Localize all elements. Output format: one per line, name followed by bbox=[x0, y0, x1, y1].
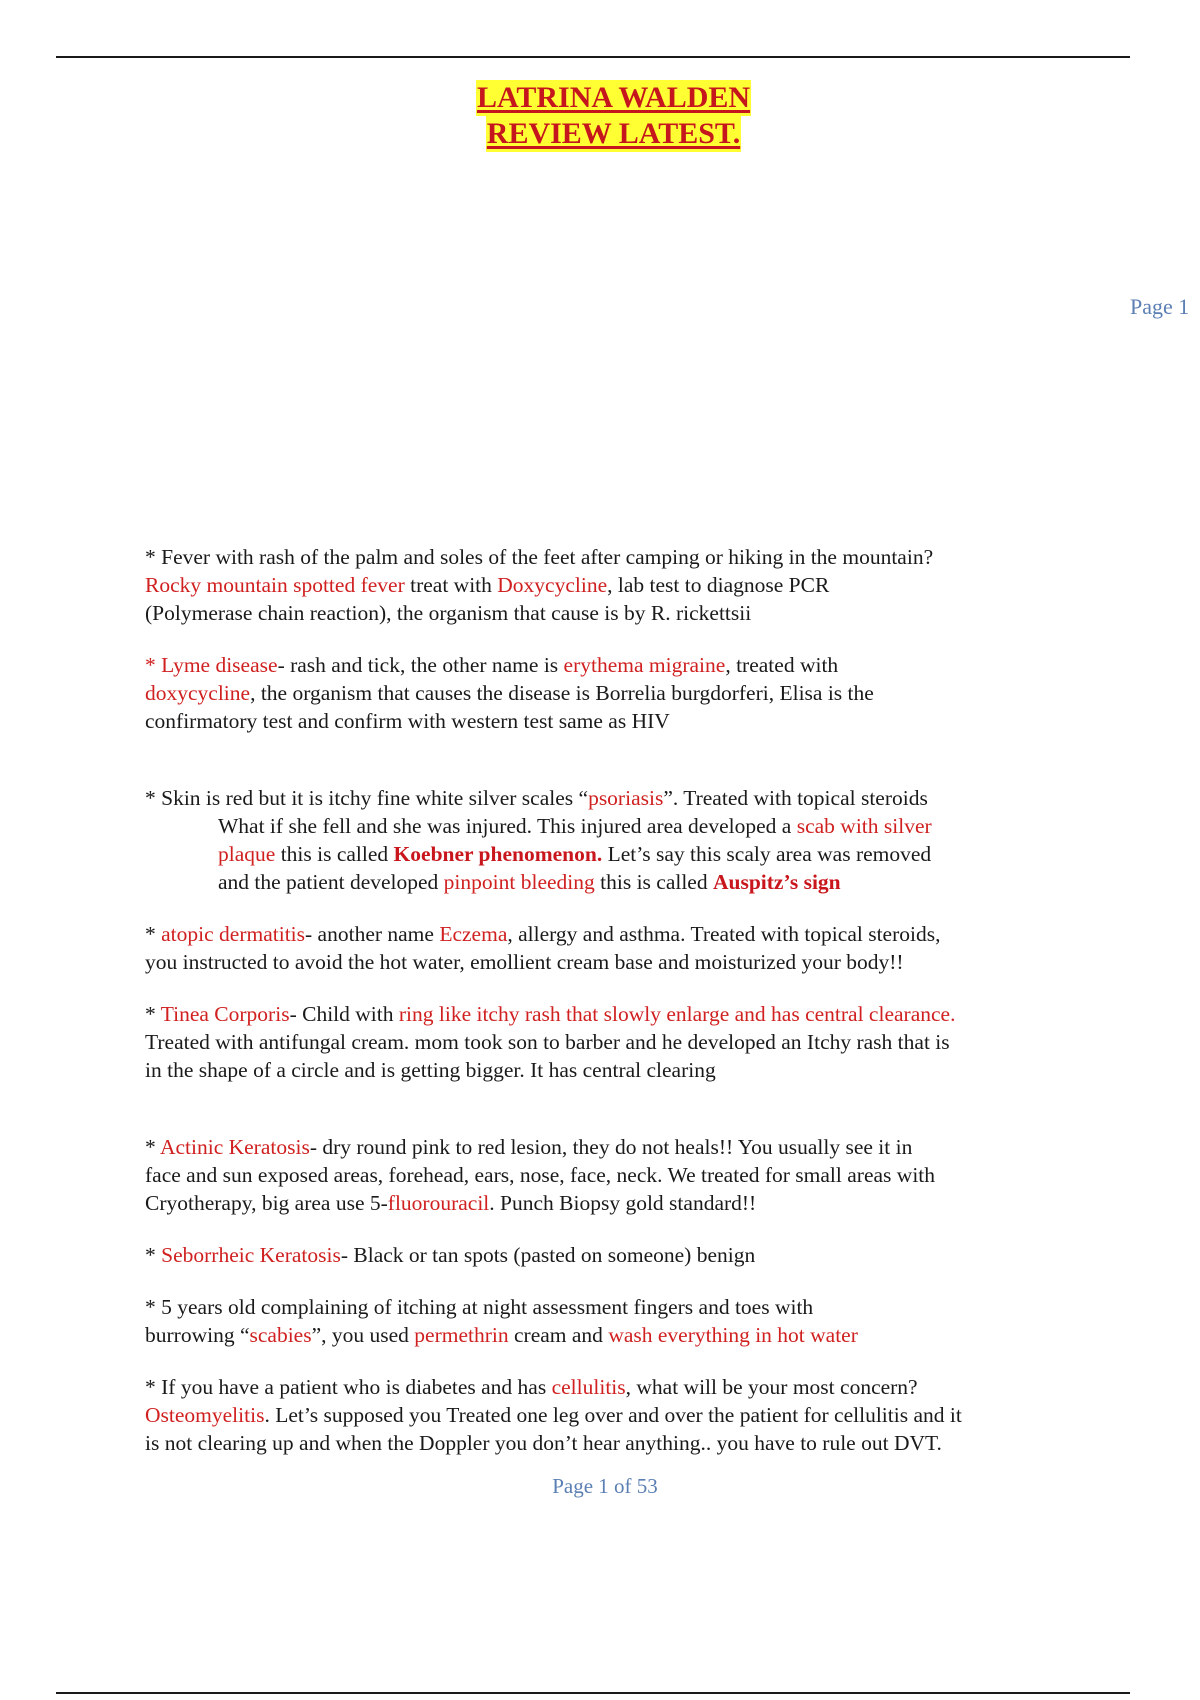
body-text: this is called bbox=[275, 842, 394, 866]
body-text: , what will be your most concern? bbox=[625, 1375, 918, 1399]
highlighted-term: erythema migraine bbox=[563, 653, 726, 677]
body-text: - dry round pink to red lesion, they do not heals!! You usually see it in bbox=[309, 1135, 913, 1159]
body-text: - another name bbox=[305, 922, 440, 946]
text-line bbox=[145, 1373, 1065, 1401]
highlighted-term: Tinea Corporis bbox=[160, 1002, 290, 1026]
text-line bbox=[145, 868, 1065, 896]
highlighted-term: fluorouracil bbox=[387, 1191, 490, 1215]
body-text: ”. Treated with topical steroids bbox=[663, 786, 928, 810]
body-text: treat with bbox=[404, 573, 498, 597]
text-line bbox=[145, 920, 1065, 948]
text-line bbox=[145, 1189, 1065, 1217]
document-body bbox=[145, 519, 1065, 1457]
highlighted-term: Seborrheic Keratosis bbox=[161, 1243, 341, 1267]
text-line bbox=[145, 812, 1065, 840]
body-text: . Punch Biopsy gold standard!! bbox=[489, 1191, 757, 1215]
highlighted-term: scabies bbox=[249, 1323, 312, 1347]
highlighted-term: Actinic Keratosis bbox=[159, 1135, 310, 1159]
margin-page-label: Page 1 bbox=[1130, 294, 1190, 319]
text-line bbox=[145, 599, 1065, 627]
text-line bbox=[145, 840, 1065, 868]
text-line bbox=[145, 1293, 1065, 1321]
body-text: burrowing “ bbox=[145, 1323, 250, 1347]
body-text: , treated with bbox=[725, 653, 839, 677]
text-line bbox=[145, 1133, 1065, 1161]
body-text: * 5 years old complaining of itching at night assessment fingers and toes with bbox=[145, 1295, 814, 1319]
title-line-2: REVIEW LATEST. bbox=[486, 117, 741, 150]
body-text: Let’s say this scaly area was removed bbox=[602, 842, 932, 866]
highlighted-term: Osteomyelitis bbox=[145, 1403, 265, 1427]
text-line bbox=[145, 1429, 1065, 1457]
text-line bbox=[145, 543, 1065, 571]
text-line bbox=[145, 1000, 1065, 1028]
document-title bbox=[0, 80, 1200, 152]
bullet-paragraph bbox=[145, 1000, 1065, 1084]
highlighted-term: wash everything in hot water bbox=[608, 1323, 858, 1347]
body-text: * bbox=[145, 1243, 162, 1267]
highlighted-term: scab with silver bbox=[796, 814, 932, 838]
bullet-paragraph bbox=[145, 1133, 1065, 1217]
text-line bbox=[145, 1056, 1065, 1084]
body-text: - Black or tan spots (pasted on someone) benign bbox=[340, 1243, 756, 1267]
body-text: ”, you used bbox=[311, 1323, 415, 1347]
text-line bbox=[145, 1028, 1065, 1056]
bullet-paragraph bbox=[145, 1373, 1065, 1457]
body-text: , allergy and asthma. Treated with topical steroids, bbox=[507, 922, 941, 946]
body-text: * bbox=[145, 922, 162, 946]
page-number-footer: Page 1 of 53 bbox=[552, 1474, 658, 1498]
text-line bbox=[145, 1401, 1065, 1429]
highlighted-term: Eczema bbox=[439, 922, 508, 946]
highlighted-term: pinpoint bleeding bbox=[443, 870, 595, 894]
highlighted-term: ring like itchy rash that slowly enlarge and has central clearance. bbox=[398, 1002, 956, 1026]
highlighted-term: cellulitis bbox=[551, 1375, 626, 1399]
body-text: you instructed to avoid the hot water, emollient cream base and moisturized your body!! bbox=[145, 950, 904, 974]
body-text: * Fever with rash of the palm and soles of the feet after camping or hiking in the mountain? bbox=[145, 545, 934, 569]
highlighted-term: permethrin bbox=[414, 1323, 509, 1347]
body-text: cream and bbox=[508, 1323, 609, 1347]
highlighted-term: Doxycycline bbox=[497, 573, 608, 597]
top-rule bbox=[56, 56, 1130, 58]
text-line bbox=[145, 784, 1065, 812]
highlighted-term: Rocky mountain spotted fever bbox=[145, 573, 405, 597]
body-text: face and sun exposed areas, forehead, ears, nose, face, neck. We treated for small areas with bbox=[145, 1163, 936, 1187]
bullet-paragraph bbox=[145, 1293, 1065, 1349]
body-text: and the patient developed bbox=[218, 870, 444, 894]
body-text: * If you have a patient who is diabetes and has bbox=[145, 1375, 552, 1399]
body-text: . Let’s supposed you Treated one leg over and over the patient for cellulitis and it bbox=[264, 1403, 962, 1427]
text-line bbox=[145, 707, 1065, 735]
bullet-paragraph bbox=[145, 543, 1065, 627]
body-text: * bbox=[145, 1135, 160, 1159]
body-text: , lab test to diagnose PCR bbox=[607, 573, 830, 597]
title-line-1: LATRINA WALDEN bbox=[476, 81, 751, 114]
text-line bbox=[145, 651, 1065, 679]
body-text: * bbox=[145, 1002, 161, 1026]
bold-red-term: Auspitz’s sign bbox=[712, 870, 841, 894]
body-text: What if she fell and she was injured. This injured area developed a bbox=[218, 814, 797, 838]
text-line bbox=[145, 1321, 1065, 1349]
body-text: (Polymerase chain reaction), the organism that cause is by R. rickettsii bbox=[145, 601, 752, 625]
body-text: - rash and tick, the other name is bbox=[277, 653, 564, 677]
bottom-rule bbox=[56, 1692, 1130, 1694]
body-text: - Child with bbox=[289, 1002, 399, 1026]
body-text: in the shape of a circle and is getting bigger. It has central clearing bbox=[145, 1058, 716, 1082]
highlighted-term: psoriasis bbox=[588, 786, 664, 810]
bullet-paragraph bbox=[145, 920, 1065, 976]
body-text: , the organism that causes the disease is Borrelia burgdorferi, Elisa is the bbox=[250, 681, 874, 705]
bullet-paragraph bbox=[145, 1241, 1065, 1269]
highlighted-term: doxycycline bbox=[145, 681, 251, 705]
highlighted-term: plaque bbox=[218, 842, 276, 866]
text-line bbox=[145, 1241, 1065, 1269]
highlighted-term: * Lyme disease bbox=[145, 653, 278, 677]
text-line bbox=[145, 1161, 1065, 1189]
bullet-paragraph bbox=[145, 784, 1065, 896]
body-text: * Skin is red but it is itchy fine white silver scales “ bbox=[145, 786, 589, 810]
text-line bbox=[145, 571, 1065, 599]
bullet-paragraph bbox=[145, 651, 1065, 735]
body-text: Cryotherapy, big area use 5- bbox=[145, 1191, 388, 1215]
body-text: is not clearing up and when the Doppler you don’t hear anything.. you have to rule out DVT. bbox=[145, 1431, 942, 1455]
highlighted-term: atopic dermatitis bbox=[161, 922, 306, 946]
text-line bbox=[145, 679, 1065, 707]
body-text: this is called bbox=[594, 870, 713, 894]
bold-red-term: Koebner phenomenon. bbox=[393, 842, 603, 866]
body-text: Treated with antifungal cream. mom took son to barber and he developed an Itchy rash that is bbox=[145, 1030, 950, 1054]
text-line bbox=[145, 948, 1065, 976]
body-text: confirmatory test and confirm with western test same as HIV bbox=[145, 709, 670, 733]
